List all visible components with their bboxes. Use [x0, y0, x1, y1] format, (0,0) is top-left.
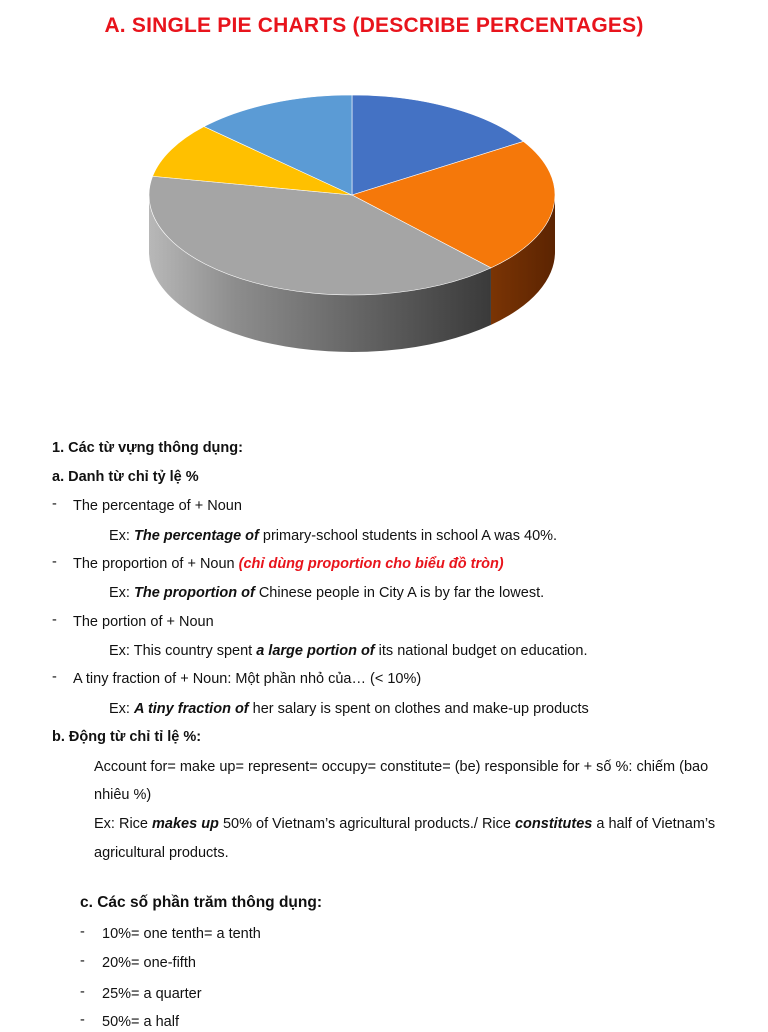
page-title: A. SINGLE PIE CHARTS (DESCRIBE PERCENTAGES) — [104, 14, 644, 37]
section-b-heading: b. Động từ chỉ tỉ lệ %: — [52, 729, 202, 745]
item-proportion: The proportion of + Noun (chỉ dùng proportion cho biểu đồ tròn) — [73, 556, 504, 572]
percent-25: 25%= a quarter — [102, 986, 202, 1002]
bullet-dash: - — [80, 1012, 85, 1028]
item-percentage: The percentage of + Noun — [73, 498, 242, 514]
verbs-example-line-2: agricultural products. — [94, 845, 229, 861]
verbs-line-1: Account for= make up= represent= occupy= constitute= (be) responsible for + số %: chiếm (bao — [94, 759, 709, 775]
item-fraction: A tiny fraction of + Noun: Một phần nhỏ của… (< 10%) — [73, 671, 422, 687]
section-a-heading: a. Danh từ chỉ tỷ lệ % — [52, 469, 199, 485]
example-percentage: Ex: The percentage of primary-school students in school A was 40%. — [109, 528, 558, 544]
bullet-dash: - — [52, 554, 57, 570]
verbs-example-line-1: Ex: Rice makes up 50% of Vietnam’s agricultural products./ Rice constitutes a half of Vietnam’s — [94, 816, 716, 832]
item-portion: The portion of + Noun — [73, 614, 214, 630]
bullet-dash: - — [52, 496, 57, 512]
percent-10: 10%= one tenth= a tenth — [102, 926, 261, 942]
bullet-dash: - — [80, 984, 85, 1000]
bullet-dash: - — [80, 953, 85, 969]
percent-50: 50%= a half — [102, 1014, 179, 1030]
pie-chart — [120, 80, 570, 400]
example-portion: Ex: This country spent a large portion of its national budget on education. — [109, 643, 588, 659]
section-1-heading: 1. Các từ vựng thông dụng: — [52, 440, 243, 456]
section-c-heading: c. Các số phần trăm thông dụng: — [80, 894, 322, 911]
verbs-line-2: nhiêu %) — [94, 787, 152, 803]
bullet-dash: - — [52, 612, 57, 628]
bullet-dash: - — [80, 924, 85, 940]
percent-20: 20%= one-fifth — [102, 955, 196, 971]
example-proportion: Ex: The proportion of Chinese people in City A is by far the lowest. — [109, 585, 545, 601]
bullet-dash: - — [52, 669, 57, 685]
example-fraction: Ex: A tiny fraction of her salary is spent on clothes and make-up products — [109, 701, 589, 717]
